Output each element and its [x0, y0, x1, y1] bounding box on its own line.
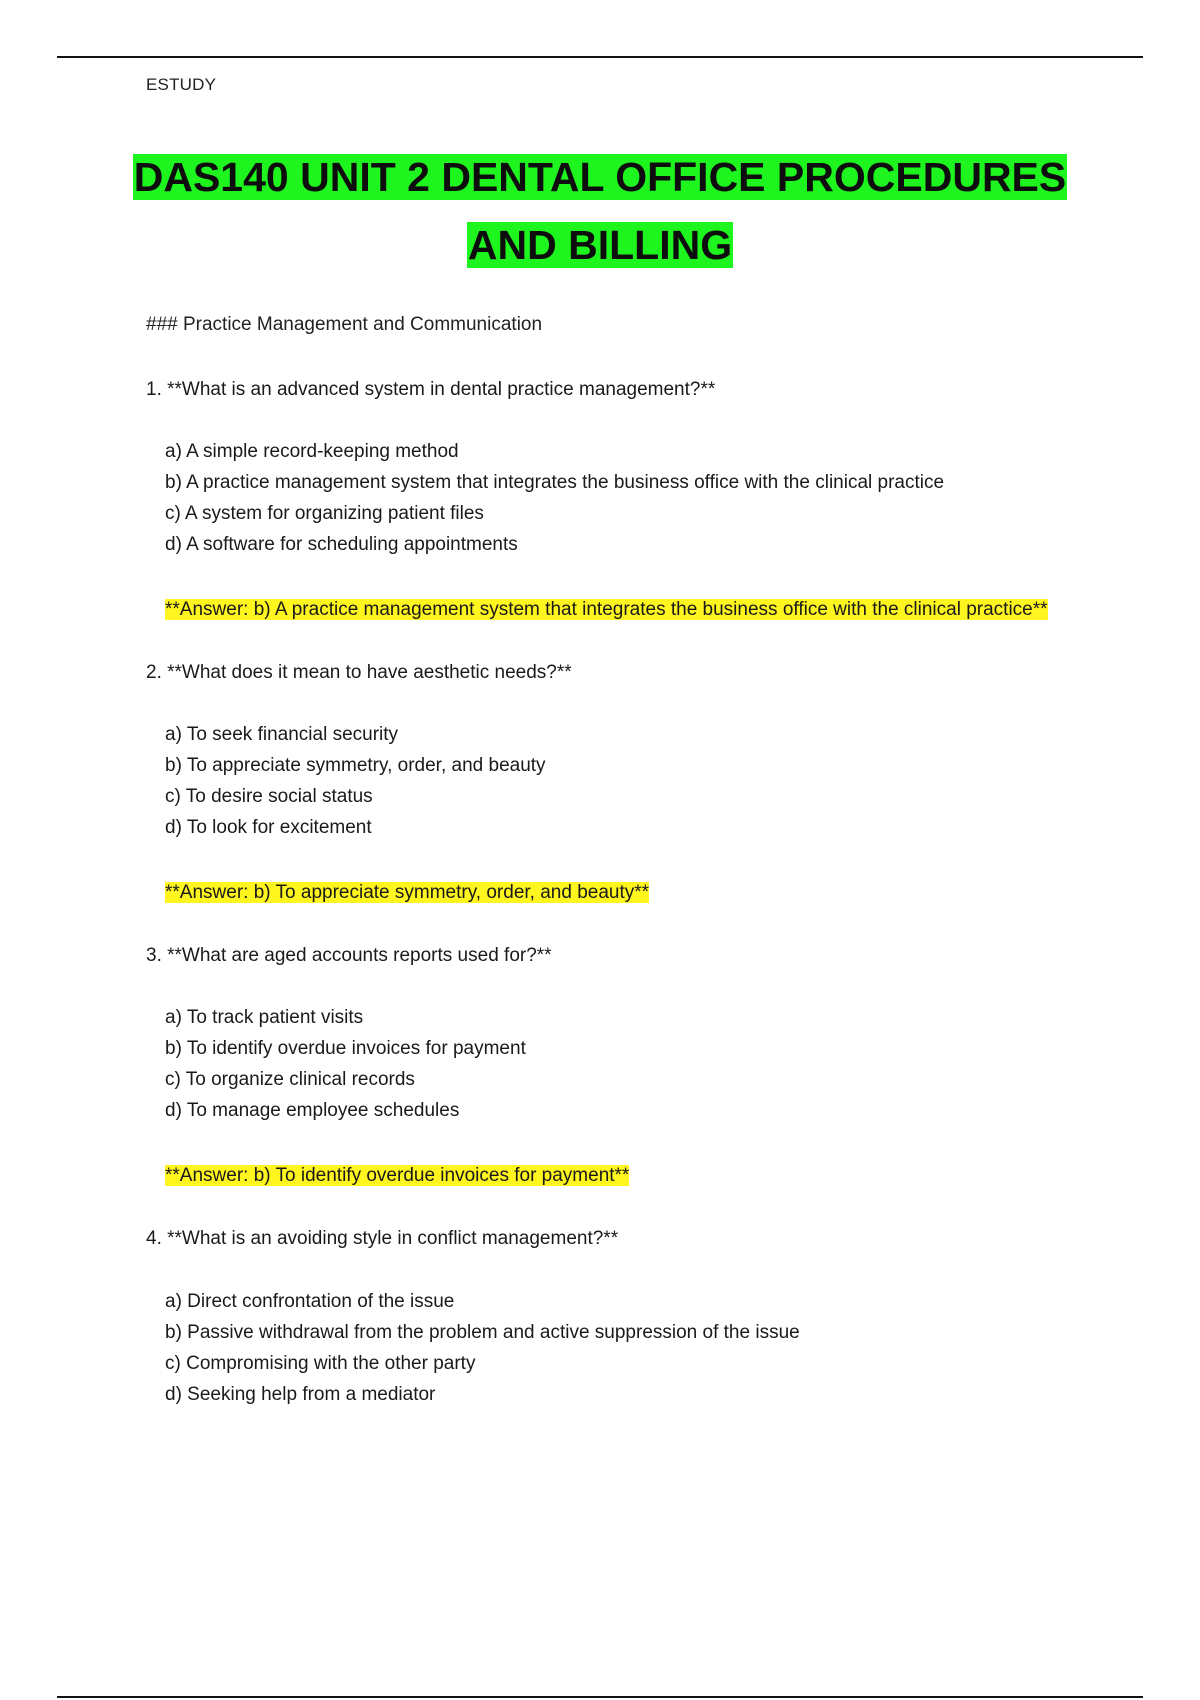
title-line-1: DAS140 UNIT 2 DENTAL OFFICE PROCEDURES — [133, 154, 1067, 200]
option-item: a) Direct confrontation of the issue — [165, 1291, 455, 1312]
option-list — [165, 1286, 1066, 1410]
question-text: 2. **What does it mean to have aesthetic needs?** — [146, 662, 572, 683]
question-item — [146, 376, 1066, 625]
option-item: b) Passive withdrawal from the problem and active suppression of the issue — [165, 1322, 800, 1343]
answer-highlight: **Answer: b) To appreciate symmetry, order, and beauty** — [165, 882, 650, 903]
option-list — [165, 1002, 1066, 1126]
answer-text — [146, 877, 1066, 908]
option-item: c) To desire social status — [165, 786, 373, 807]
bottom-rule — [57, 1696, 1143, 1698]
option-list — [165, 436, 1066, 560]
option-item: a) To seek financial security — [165, 724, 399, 745]
top-rule — [57, 56, 1143, 58]
option-item: d) Seeking help from a mediator — [165, 1384, 436, 1405]
document-title — [100, 143, 1100, 279]
section-heading: ### Practice Management and Communication — [146, 314, 543, 335]
option-item: b) To appreciate symmetry, order, and beauty — [165, 755, 546, 776]
answer-text — [146, 594, 1066, 625]
option-item: a) To track patient visits — [165, 1007, 364, 1028]
title-line-2: AND BILLING — [467, 222, 733, 268]
answer-text — [146, 1160, 1066, 1191]
question-item — [146, 942, 1066, 1191]
question-list — [146, 376, 1066, 1410]
option-item: d) To manage employee schedules — [165, 1100, 460, 1121]
answer-highlight: **Answer: b) To identify overdue invoices for payment** — [165, 1165, 630, 1186]
question-item — [146, 1225, 1066, 1410]
option-item: b) A practice management system that integrates the business office with the clinical practice — [165, 472, 945, 493]
option-item: c) To organize clinical records — [165, 1069, 415, 1090]
option-item: b) To identify overdue invoices for payment — [165, 1038, 526, 1059]
question-text: 3. **What are aged accounts reports used for?** — [146, 945, 552, 966]
option-list — [165, 719, 1066, 843]
option-item: c) Compromising with the other party — [165, 1353, 476, 1374]
header-label: ESTUDY — [146, 75, 217, 94]
option-item: d) To look for excitement — [165, 817, 372, 838]
option-item: a) A simple record-keeping method — [165, 441, 459, 462]
question-item — [146, 659, 1066, 908]
option-item: c) A system for organizing patient files — [165, 503, 484, 524]
question-text: 4. **What is an avoiding style in conflict management?** — [146, 1228, 619, 1249]
option-item: d) A software for scheduling appointments — [165, 534, 518, 555]
question-text: 1. **What is an advanced system in dental practice management?** — [146, 379, 716, 400]
answer-highlight: **Answer: b) A practice management system that integrates the business office with the clinical practice** — [165, 599, 1048, 620]
